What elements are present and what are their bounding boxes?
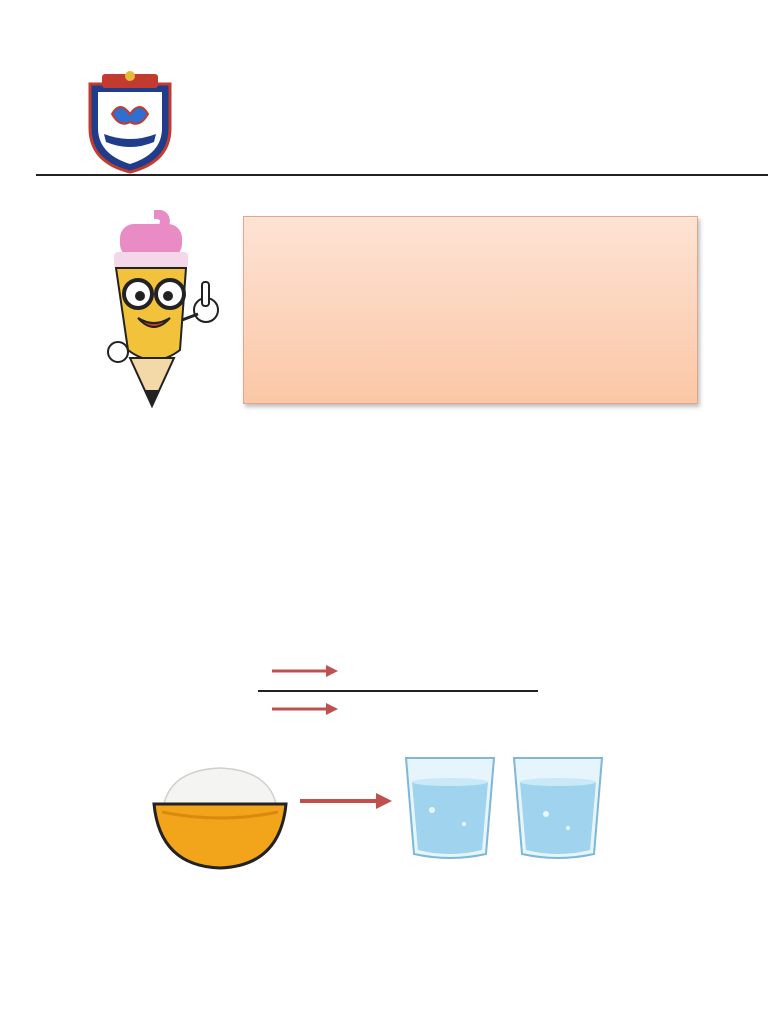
arrow-right-icon (300, 790, 392, 812)
arrow-right-icon (272, 702, 338, 716)
header-divider (36, 174, 768, 176)
pencil-border-bottom (0, 956, 768, 996)
pencil-mascot-icon (98, 210, 238, 410)
pencil-border-right (704, 0, 744, 1024)
pencil-border-top (0, 30, 768, 70)
ratio-fraction (258, 656, 538, 722)
water-glass-icon (402, 754, 498, 862)
pencil-border-left (28, 0, 68, 1024)
arrow-right-icon (272, 664, 338, 678)
fraction-bar (258, 690, 538, 692)
school-logo (82, 70, 178, 174)
rice-bowl-icon (152, 760, 288, 870)
water-glass-icon (510, 754, 606, 862)
greeting-box (243, 216, 698, 404)
